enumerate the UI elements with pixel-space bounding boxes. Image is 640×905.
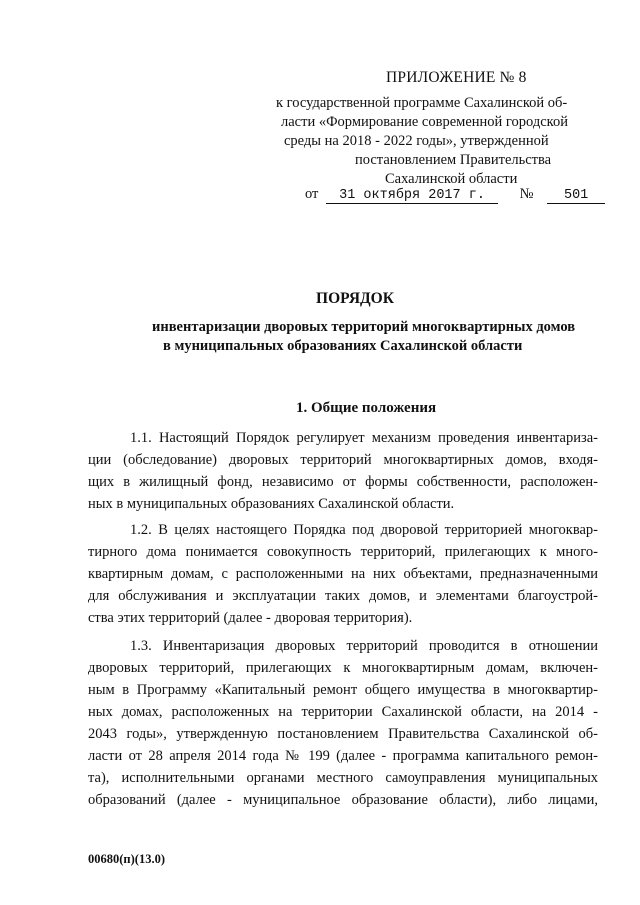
paragraph-1-3-line: дворовых территорий, прилегающих к многоквартирным домам, включен-	[88, 660, 598, 676]
paragraph-1-2-line: 1.2. В целях настоящего Порядка под дворовой территорией многоквар-	[130, 522, 598, 538]
paragraph-1-2-line: тирного дома понимается совокупность территорий, прилегающих к много-	[88, 544, 598, 560]
appendix-title: ПРИЛОЖЕНИЕ № 8	[386, 69, 527, 86]
paragraph-1-3-line: та), исполнительными органами местного самоуправления муниципальных	[88, 770, 598, 786]
document-subtitle-line-1: инвентаризации дворовых территорий многоквартирных домов	[152, 319, 576, 335]
appendix-line-4: постановлением Правительства	[355, 152, 552, 168]
appendix-line-1: к государственной программе Сахалинской об-	[276, 95, 568, 111]
document-code: 00680(п)(13.0)	[88, 852, 165, 866]
approval-number: 501	[547, 189, 605, 204]
approval-date: 31 октября 2017 г.	[326, 189, 498, 204]
paragraph-1-1-line: ции (обследование) дворовых территорий многоквартирных домов, входя-	[88, 452, 598, 468]
document-subtitle-line-2: в муниципальных образованиях Сахалинской области	[163, 338, 523, 354]
section-heading: 1. Общие положения	[296, 400, 437, 416]
appendix-line-5: Сахалинской области	[385, 171, 518, 187]
date-prefix: от	[305, 186, 319, 202]
appendix-line-2: ласти «Формирование современной городской	[281, 114, 568, 130]
paragraph-1-2-line: для обслуживания и эксплуатации таких домов, и элементами благоустрой-	[88, 588, 598, 604]
paragraph-1-1-line: ных в муниципальных образованиях Сахалинской области.	[88, 496, 455, 512]
number-sign: №	[519, 186, 534, 202]
paragraph-1-2-line: квартирным домам, с расположенными на них объектами, предназначенными	[88, 566, 598, 582]
paragraph-1-1-line: щих в жилищный фонд, независимо от формы собственности, расположен-	[88, 474, 598, 490]
paragraph-1-2-line: ства этих территорий (далее - дворовая территория).	[88, 610, 413, 626]
paragraph-1-3-line: ласти от 28 апреля 2014 года № 199 (далее - программа капитального ремон-	[88, 748, 598, 764]
paragraph-1-3-line: 2043 годы», утвержденную постановлением Правительства Сахалинской об-	[88, 726, 598, 742]
appendix-line-3: среды на 2018 - 2022 годы», утвержденной	[284, 133, 549, 149]
paragraph-1-3-line: ным в Программу «Капитальный ремонт общего имущества в многоквартир-	[88, 682, 598, 698]
paragraph-1-3-line: образований (далее - муниципальное образование области), либо лицами,	[88, 792, 598, 808]
paragraph-1-3-line: ных домах, расположенных на территории Сахалинской области, на 2014 -	[88, 704, 598, 720]
paragraph-1-3-line: 1.3. Инвентаризация дворовых территорий проводится в отношении	[130, 638, 598, 654]
document-title: ПОРЯДОК	[316, 290, 394, 307]
paragraph-1-1-line: 1.1. Настоящий Порядок регулирует механизм проведения инвентариза-	[130, 430, 598, 446]
approval-date-row	[305, 186, 605, 204]
